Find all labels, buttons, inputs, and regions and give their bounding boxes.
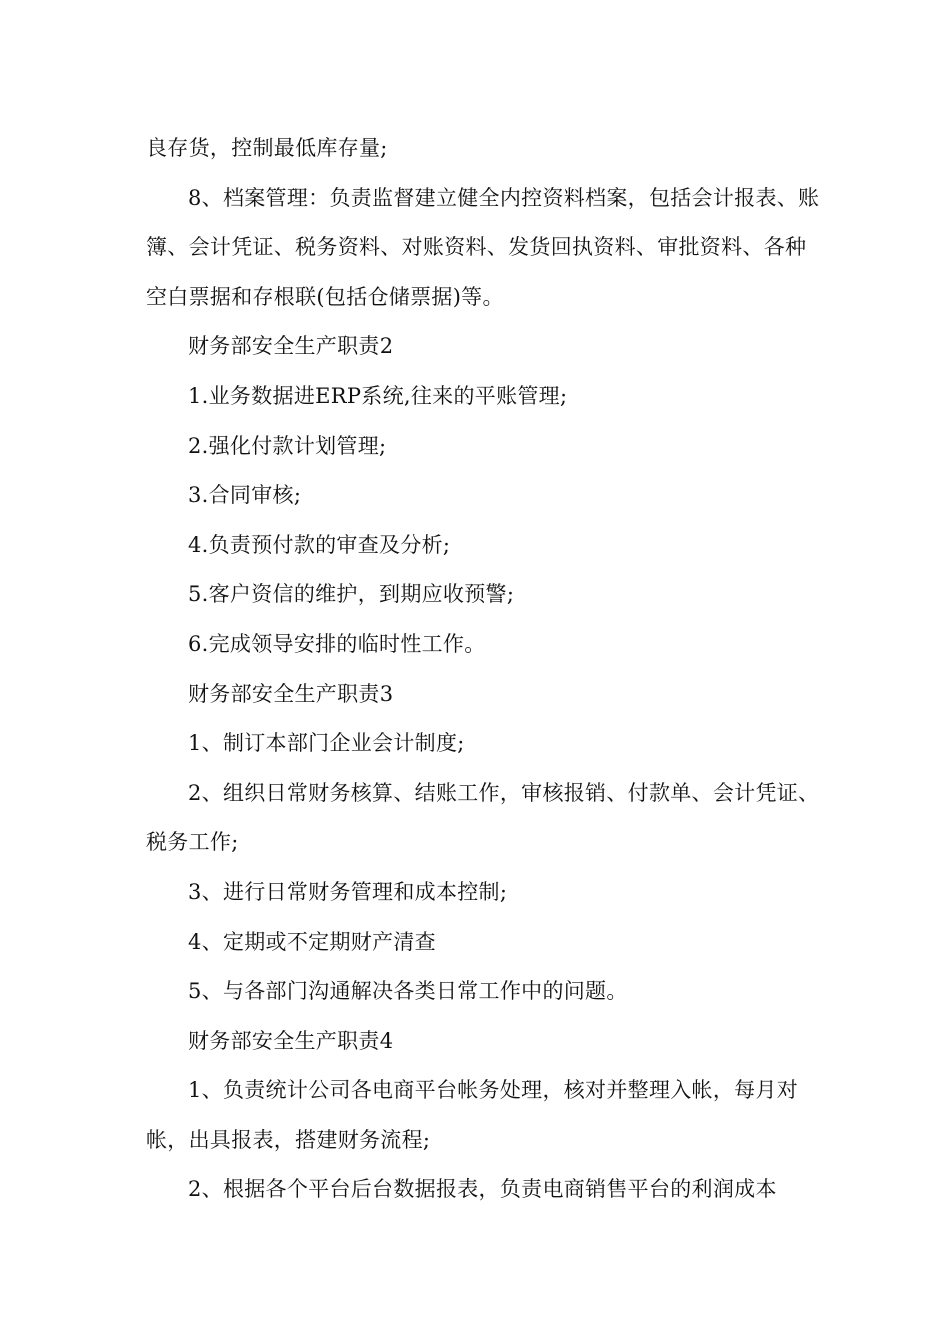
list-item: 5.客户资信的维护，到期应收预警;	[188, 582, 515, 607]
list-item: 1.业务数据进ERP系统,往来的平账管理;	[188, 383, 568, 408]
section-heading-2: 财务部安全生产职责2	[188, 334, 394, 359]
paragraph-archive-management: 8、档案管理：负责监督建立健全内控资料档案，包括会计报表、账簿、会计凭证、税务资料、对账资料、发货回执资料、审批资料、各种空白票据和存根联(包括仓储票据)等。	[146, 185, 820, 309]
section-heading-3: 财务部安全生产职责3	[188, 681, 394, 706]
list-item: 1、制订本部门企业会计制度;	[188, 731, 465, 756]
list-item: 2.强化付款计划管理;	[188, 433, 387, 458]
list-item: 2、组织日常财务核算、结账工作，审核报销、付款单、会计凭证、税务工作;	[146, 780, 820, 855]
list-item: 6.完成领导安排的临时性工作。	[188, 631, 486, 656]
list-item: 3、进行日常财务管理和成本控制;	[188, 879, 508, 904]
list-item: 4、定期或不定期财产清查	[188, 929, 436, 954]
document-body	[146, 124, 826, 1215]
list-item: 3.合同审核;	[188, 483, 302, 508]
list-item: 1、负责统计公司各电商平台帐务处理，核对并整理入帐，每月对帐，出具报表，搭建财务流程;	[146, 1078, 799, 1152]
list-item: 5、与各部门沟通解决各类日常工作中的问题。	[188, 979, 628, 1004]
list-item: 2、根据各个平台后台数据报表，负责电商销售平台的利润成本	[188, 1177, 777, 1202]
section-heading-4: 财务部安全生产职责4	[188, 1028, 394, 1053]
list-item: 4.负责预付款的审查及分析;	[188, 532, 451, 557]
paragraph-continuation: 良存货，控制最低库存量;	[146, 136, 388, 160]
